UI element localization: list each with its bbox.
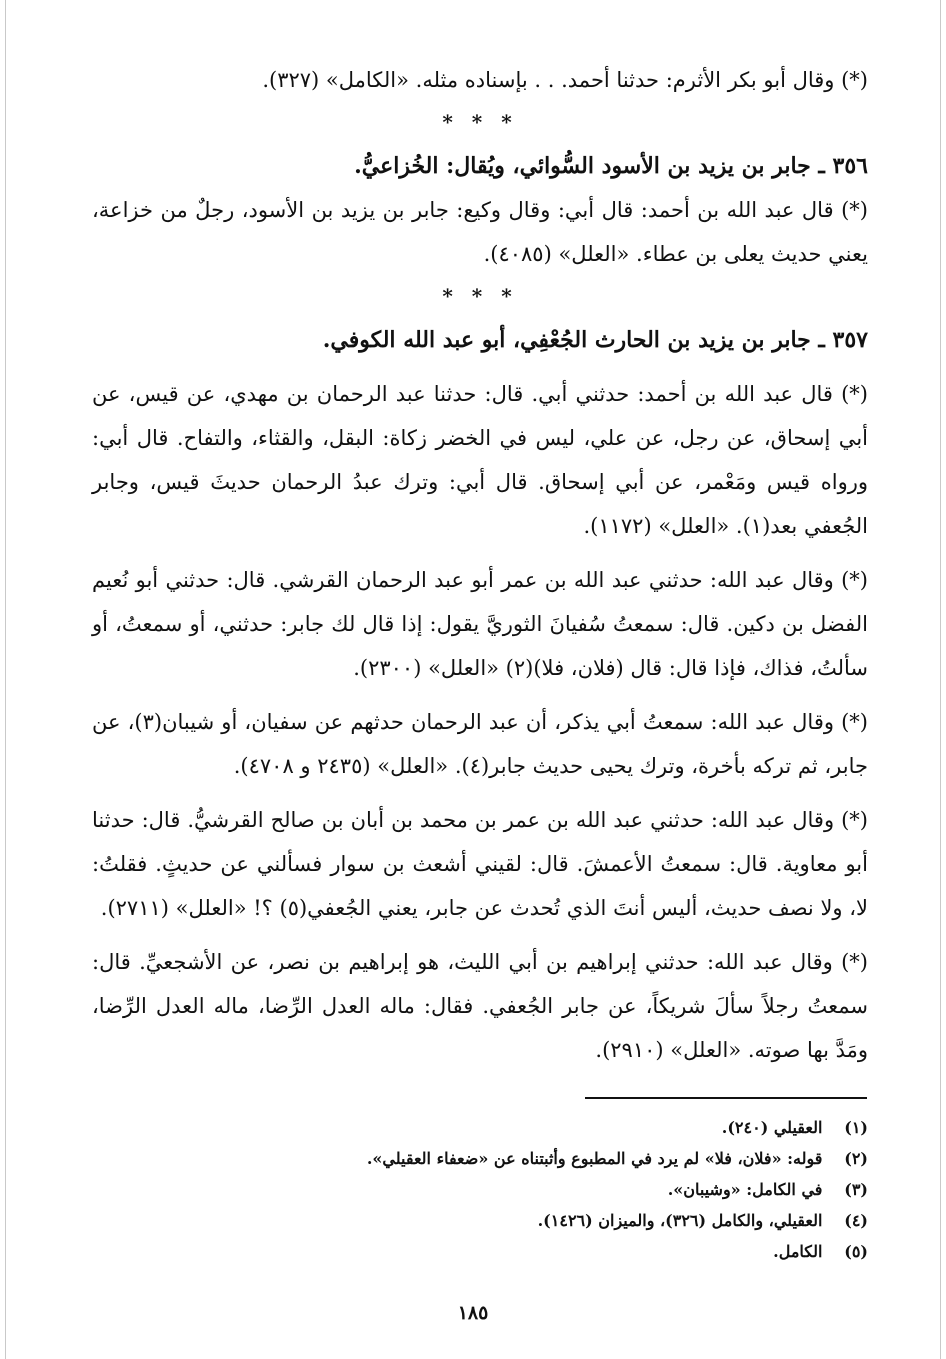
footnote-text: في الكامل: «وشيبان». xyxy=(667,1180,823,1199)
footnote-divider xyxy=(585,1097,867,1099)
footnote xyxy=(92,1112,868,1143)
footnote-text: الكامل. xyxy=(773,1242,823,1261)
footnote-number: (١) xyxy=(844,1118,868,1137)
paragraph: (*) وقال عبد الله: حدثني عبد الله بن عمر بن محمد بن أبان بن صالح القرشيُّ. قال: حدثنا أبو معاوية. قال: سمعتُ الأعمشَ. قال: لقيني أشعث بن سوار فسألني عن حديثٍ. فقلتُ: لا، ولا نصف حديث، أليس أنتَ الذي تُحدث عن جابر، يعني الجُعفي(٥) ؟! «العلل» (٢٧١١). xyxy=(92,808,869,920)
footnote-number: (٥) xyxy=(844,1242,868,1261)
footnotes xyxy=(92,1112,868,1267)
section-separator: * * * xyxy=(442,284,518,308)
footnote-number: (٣) xyxy=(844,1180,868,1199)
footnote-text: العقيلي (٢٤٠). xyxy=(721,1118,823,1137)
paragraph: (*) وقال أبو بكر الأثرم: حدثنا أحمد. . . بإسناده مثله. «الكامل» (٣٢٧). xyxy=(262,68,868,92)
paragraph: (*) قال عبد الله بن أحمد: حدثني أبي. قال: حدثنا عبد الرحمان بن مهدي، عن قيس، عن أبي إسحاق، عن رجل، عن علي، ليس في الخضر زكاة: البقل، والقثاء، والتفاح. قال أبي: ورواه قيس ومَعْمر، عن أبي إسحاق. قال أبي: وترك عبدُ الرحمان حديثَ قيس، وجابر الجُعفي بعد(١). «العلل» (١١٧٢). xyxy=(92,382,868,538)
footnote xyxy=(92,1205,868,1236)
footnote xyxy=(92,1143,868,1174)
footnote-number: (٢) xyxy=(844,1149,868,1168)
entry-heading: ٣٥٦ ـ جابر بن يزيد بن الأسود السُّوائي، ويُقال: الخُزاعيُّ. xyxy=(354,153,868,179)
footnote-text: قوله: «فلان، فلا» لم يرد في المطبوع وأثبتناه عن «ضعفاء العقيلي». xyxy=(366,1149,823,1168)
paragraph: (*) وقال عبد الله: حدثني إبراهيم بن أبي الليث، هو إبراهيم بن نصر، عن الأشجعيِّ. قال: سمعتُ رجلاً سألَ شريكاً، عن جابر الجُعفي. فقال: ماله العدل الرِّضا، ماله العدل الرِّضا، ومَدَّ بها صوته. «العلل» (٢٩١٠). xyxy=(92,950,868,1062)
scan-edge xyxy=(5,0,6,1359)
footnote xyxy=(92,1236,868,1267)
footnote-number: (٤) xyxy=(844,1211,868,1230)
paragraph: (*) وقال عبد الله: حدثني عبد الله بن عمر أبو عبد الرحمان القرشي. قال: حدثني أبو نُعيم الفضل بن دكين. قال: سمعتُ سُفيانَ الثوريَّ يقول: إذا قال لك جابر: حدثني، أو سمعتُ، أو سألتُ، فذاك، فإذا قال: قال (فلان، فلا)(٢) «العلل» (٢٣٠٠). xyxy=(92,568,868,680)
page-number: ١٨٥ xyxy=(457,1302,489,1324)
paragraph: (*) وقال عبد الله: سمعتُ أبي يذكر، أن عبد الرحمان حدثهم عن سفيان، أو شيبان(٣)، عن جابر، ثم تركه بأخرة، وترك يحيى حديث جابر(٤). «العلل» (٢٤٣٥ و ٤٧٠٨). xyxy=(92,710,869,778)
section-separator: * * * xyxy=(442,110,518,134)
paragraph: (*) قال عبد الله بن أحمد: قال أبي: وقال وكيع: جابر بن يزيد بن الأسود، رجلٌ من خزاعة، يعني حديث يعلى بن عطاء. «العلل» (٤٠٨٥). xyxy=(92,198,868,266)
footnote xyxy=(92,1174,868,1205)
entry-heading: ٣٥٧ ـ جابر بن يزيد بن الحارث الجُعْفِي، أبو عبد الله الكوفي. xyxy=(322,327,868,353)
footnote-text: العقيلي، والكامل (٣٢٦)، والميزان (١٤٢٦). xyxy=(537,1211,823,1230)
scan-edge xyxy=(940,0,941,1359)
main-text xyxy=(92,58,868,1072)
